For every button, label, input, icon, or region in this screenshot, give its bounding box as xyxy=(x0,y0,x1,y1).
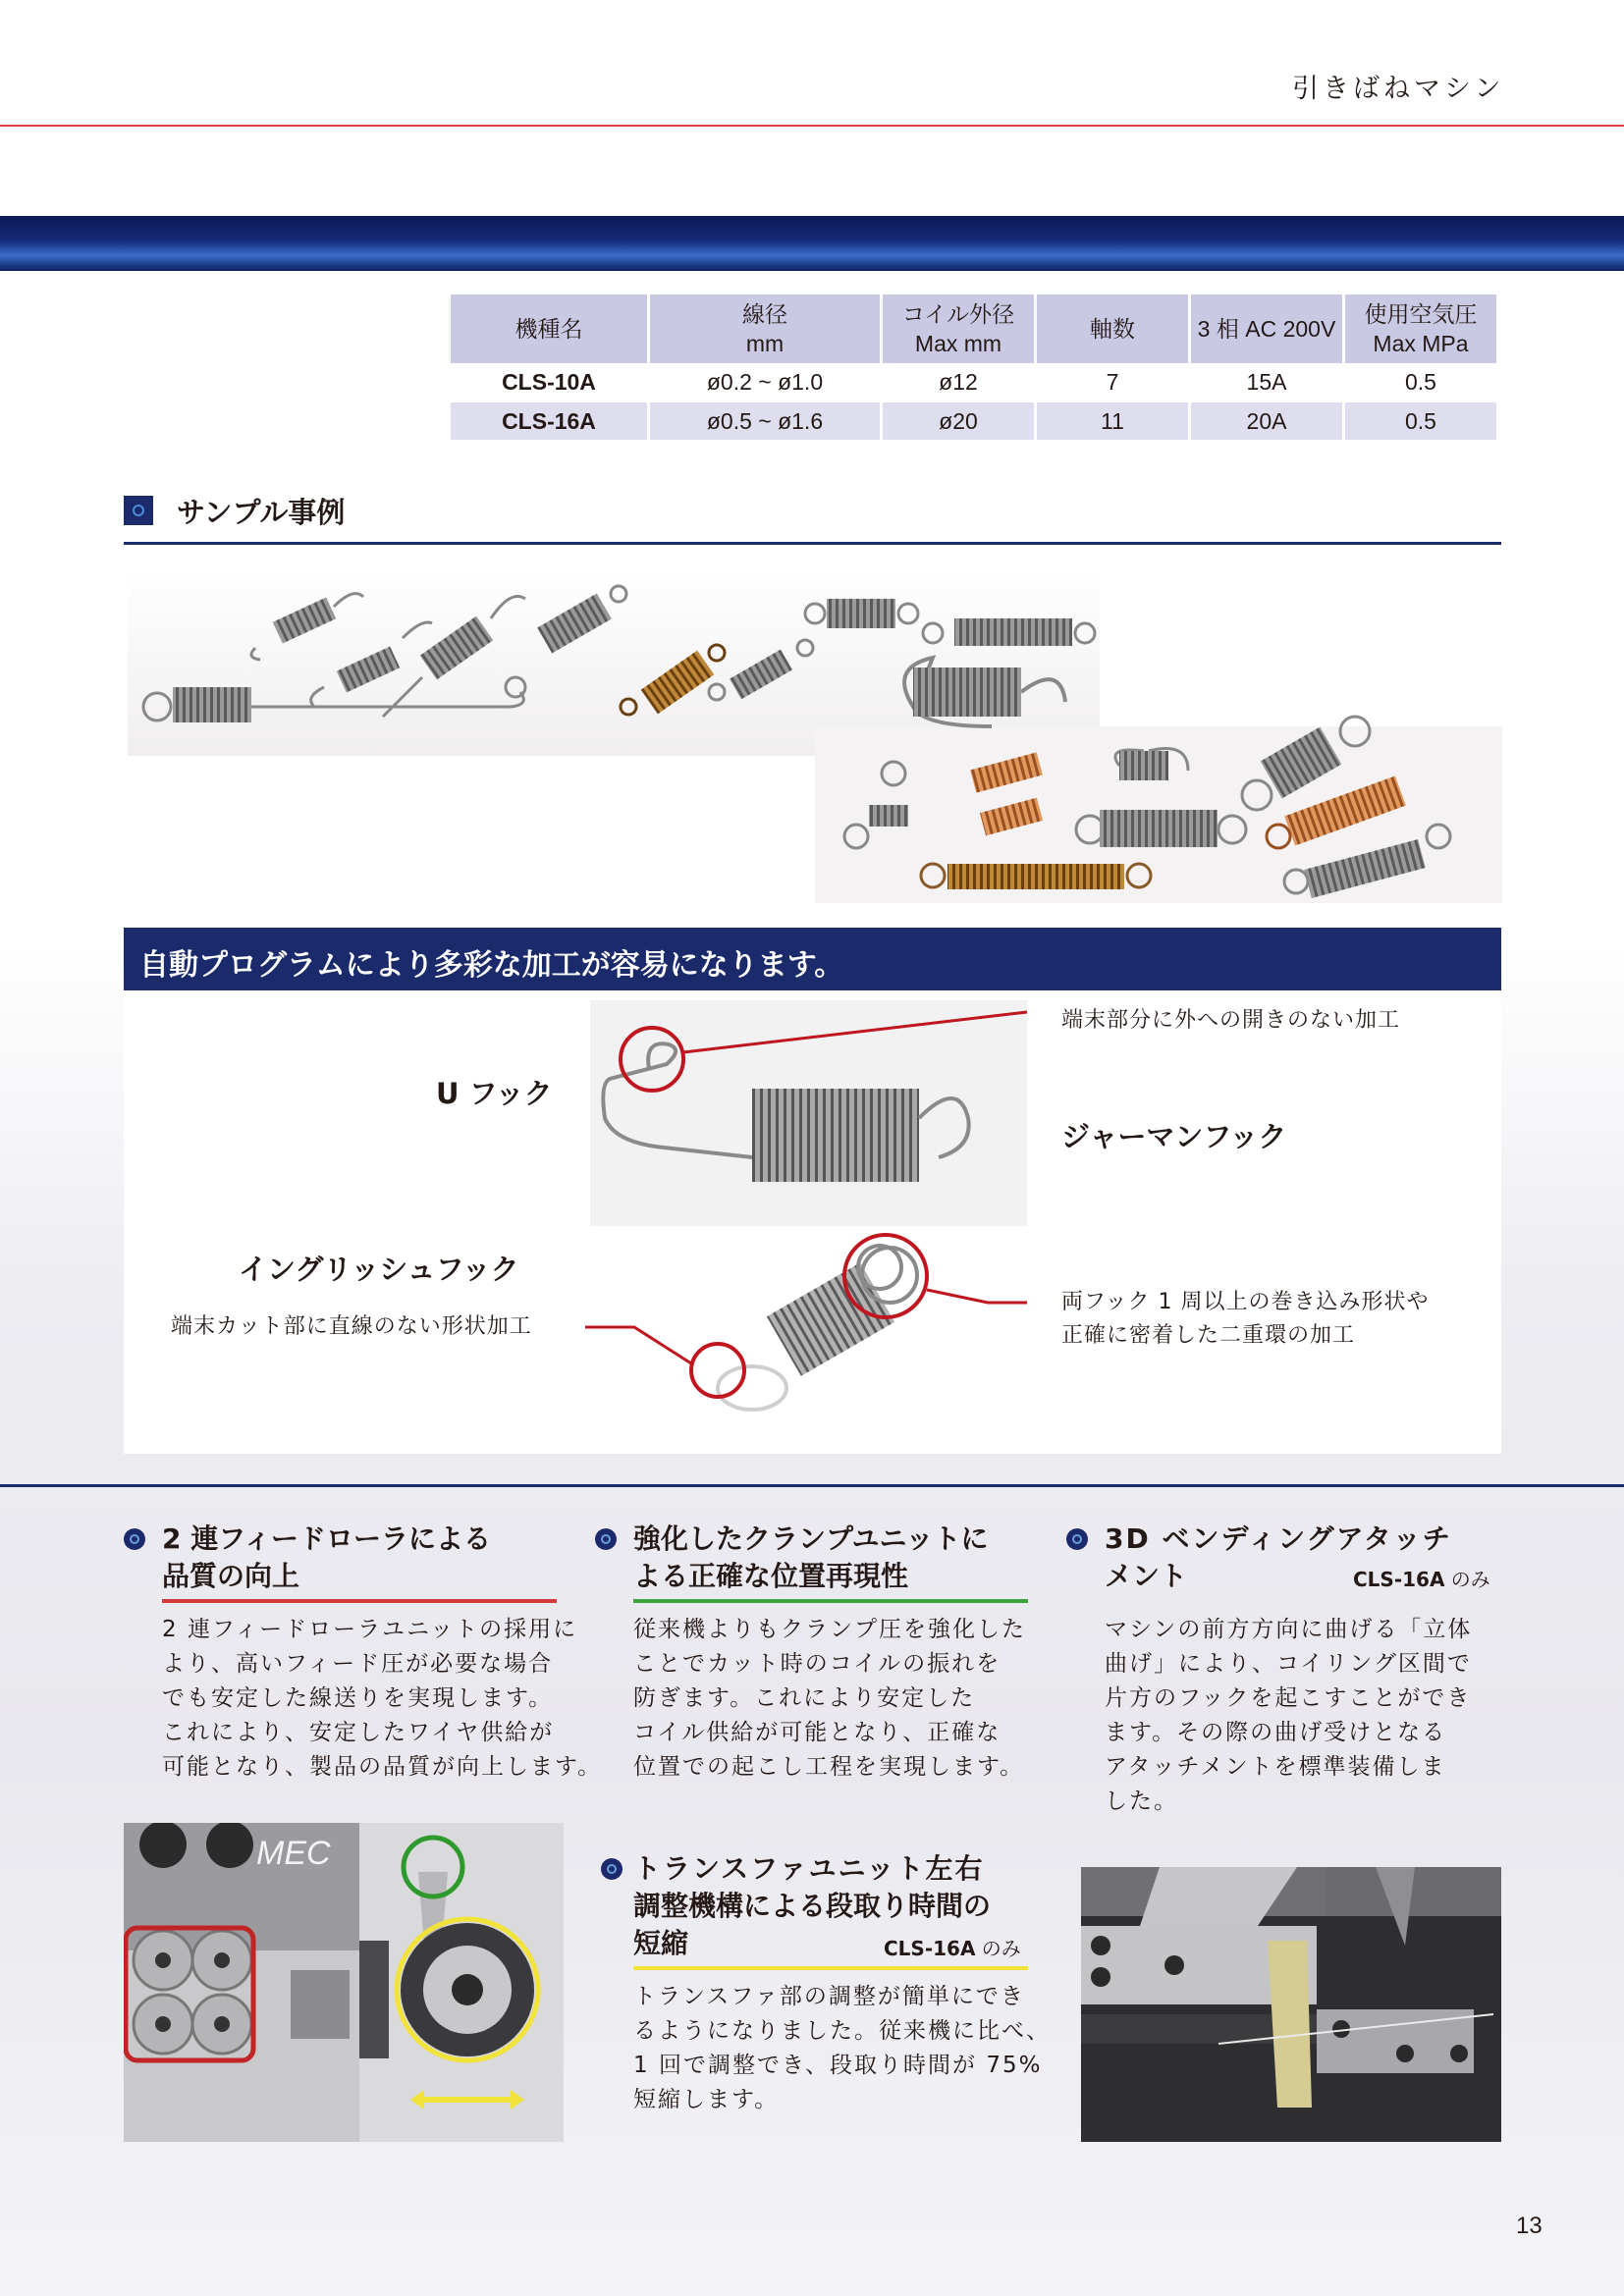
feature1-title-1: 2 連フィードローラによる xyxy=(162,1522,491,1555)
feature2-title-1: 強化したクランプユニットに xyxy=(633,1522,989,1555)
page-number: 13 xyxy=(1516,2213,1543,2239)
feature1-title-2: 品質の向上 xyxy=(162,1560,300,1592)
feature4-title-1: トランスファユニット左右 xyxy=(633,1852,985,1885)
feature-bullet-icon xyxy=(601,1858,623,1880)
spring-15 xyxy=(921,864,1151,889)
col-axes: 軸数 xyxy=(1037,294,1188,363)
feature1-body: 2 連フィードローラユニットの採用に より、高いフィード圧が必要な場合 でも安定した線送りを実現します。 これにより、安定したワイヤ供給が 可能となり、製品の品質が向上します。 xyxy=(162,1617,603,1780)
german-hook-label: ジャーマンフック xyxy=(1061,1120,1287,1153)
feature4-body: トランスファ部の調整が簡単にでき るようになりました。従来機に比べ、 1 回で調整でき、段取り時間が 75% 短縮します。 xyxy=(633,1984,1051,2112)
col-wire: 線径 mm xyxy=(650,294,880,363)
col-power: 3 相 AC 200V xyxy=(1191,294,1342,363)
double-ring-desc-1: 両フック 1 周以上の巻き込み形状や xyxy=(1061,1290,1430,1314)
col-air: 使用空気圧 Max MPa xyxy=(1345,294,1496,363)
english-hook-desc: 端末カット部に直線のない形状加工 xyxy=(171,1314,532,1339)
section-label: 引きばねマシン xyxy=(1292,74,1505,104)
table-row: CLS-10A ø0.2 ~ ø1.0 ø12 7 15A 0.5 xyxy=(451,363,1496,402)
english-hook-label: イングリッシュフック xyxy=(239,1253,519,1286)
feature2-body: 従来機よりもクランプ圧を強化した ことでカット時のコイルの振れを 防ぎます。これにより安定した コイル供給が可能となり、正確な 位置での起こし工程を実現します。 xyxy=(633,1617,1026,1780)
feature3-title-1: 3D ベンディングアタッチ xyxy=(1105,1522,1452,1555)
mec-logo: MEC xyxy=(256,1835,331,1872)
auto-program-banner xyxy=(124,928,1501,990)
german-hook-desc: 端末部分に外への開きのない加工 xyxy=(1061,1008,1401,1033)
spec-table xyxy=(448,294,1499,442)
feature-bullet-icon xyxy=(124,1528,145,1550)
feature2-underline xyxy=(633,1599,1028,1603)
banner-text: 自動プログラムにより多彩な加工が容易になります。 xyxy=(139,948,844,983)
feature4-title-3: 短縮 xyxy=(633,1927,689,1959)
title-band xyxy=(0,216,1624,271)
feature4-model-note: CLS-16A のみ xyxy=(884,1937,1021,1960)
features-rule xyxy=(0,1484,1624,1487)
feature4-title-2: 調整機構による段取り時間の xyxy=(633,1890,992,1922)
bending-attachment-photo xyxy=(1081,1867,1501,2142)
feature3-model-note: CLS-16A のみ xyxy=(1353,1568,1490,1591)
col-model: 機種名 xyxy=(451,294,647,363)
double-ring-desc-2: 正確に密着した二重環の加工 xyxy=(1061,1323,1356,1348)
double-ring-leader-line xyxy=(927,1290,1027,1303)
table-row: CLS-16A ø0.5 ~ ø1.6 ø20 11 20A 0.5 xyxy=(451,402,1496,442)
feature2-title-2: よる正確な位置再現性 xyxy=(633,1560,909,1592)
feature-bullet-icon xyxy=(1066,1528,1088,1550)
u-hook-label: U フック xyxy=(436,1077,553,1110)
samples-title: サンプル事例 xyxy=(177,496,346,529)
feature1-underline xyxy=(162,1599,557,1603)
hook-panel xyxy=(124,990,1501,1454)
sample-springs-image xyxy=(128,569,1502,903)
hook-diagram xyxy=(124,990,1501,1454)
header-rule xyxy=(0,125,1624,127)
feature4-underline xyxy=(633,1966,1028,1970)
feed-roller-photo xyxy=(124,1823,564,2142)
section-bullet-icon xyxy=(124,496,153,525)
feature3-body: マシンの前方方向に曲げる「立体 曲げ」により、コイリング区間で 片方のフックを起こすことができ ます。その際の曲げ受けとなる アタッチメントを標準装備しま した。 xyxy=(1105,1617,1473,1814)
feature-bullet-icon xyxy=(595,1528,617,1550)
samples-rule xyxy=(124,542,1501,545)
col-coil: コイル外径 Max mm xyxy=(883,294,1034,363)
english-hook-spring xyxy=(718,1246,917,1410)
english-hook-leader-line xyxy=(585,1327,691,1363)
feature3-title-2: メント xyxy=(1105,1560,1188,1592)
